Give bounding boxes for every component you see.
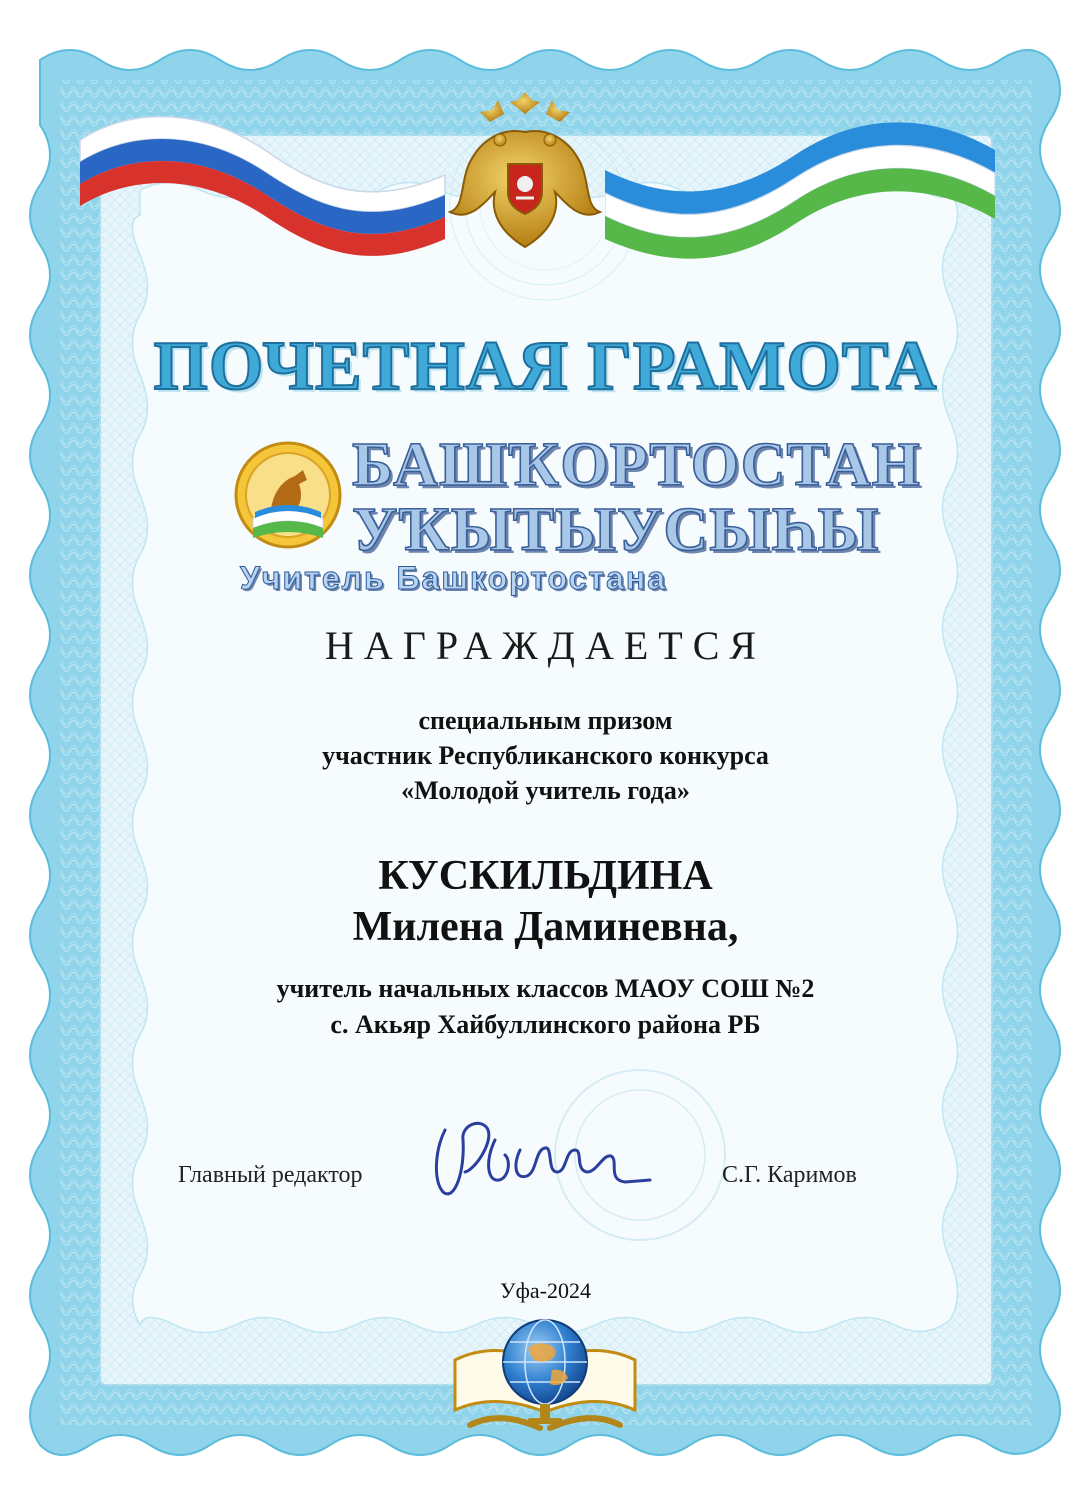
recipient-position-line: учитель начальных классов МАОУ СОШ №2 (276, 974, 815, 1003)
award-text-line: участник Республиканского конкурса (322, 741, 769, 770)
recipient-position-line: с. Акьяр Хайбуллинского района РБ (330, 1010, 761, 1039)
russian-flag-ribbon-icon (75, 100, 455, 270)
bashkortostan-emblem-icon (233, 440, 343, 555)
recipient-given-names: Милена Даминевна, (352, 904, 739, 950)
globe-book-emblem-icon (440, 1300, 650, 1450)
recipient-surname: КУСКИЛЬДИНА (378, 853, 713, 899)
award-text-line: специальным призом (418, 706, 673, 735)
bashkortostan-flag-ribbon-icon (605, 95, 1000, 270)
signer-name: С.Г. Каримов (722, 1162, 857, 1188)
publication-logo-line1: БАШҠОРТОСТАН (352, 431, 921, 499)
signer-role: Главный редактор (178, 1162, 363, 1188)
publication-logo-line2: УҠЫТЫУСЫҺЫ (352, 496, 880, 564)
place-year: Уфа-2024 (500, 1278, 591, 1303)
russian-coat-of-arms-icon (440, 92, 610, 262)
award-text-line: «Молодой учитель года» (401, 776, 690, 805)
awarded-heading: НАГРАЖДАЕТСЯ (324, 623, 767, 668)
certificate-title: ПОЧЕТНАЯ ГРАМОТА (153, 328, 938, 405)
publication-logo-subtitle: Учитель Башкортостана (240, 560, 668, 596)
signature-icon (425, 1110, 655, 1220)
